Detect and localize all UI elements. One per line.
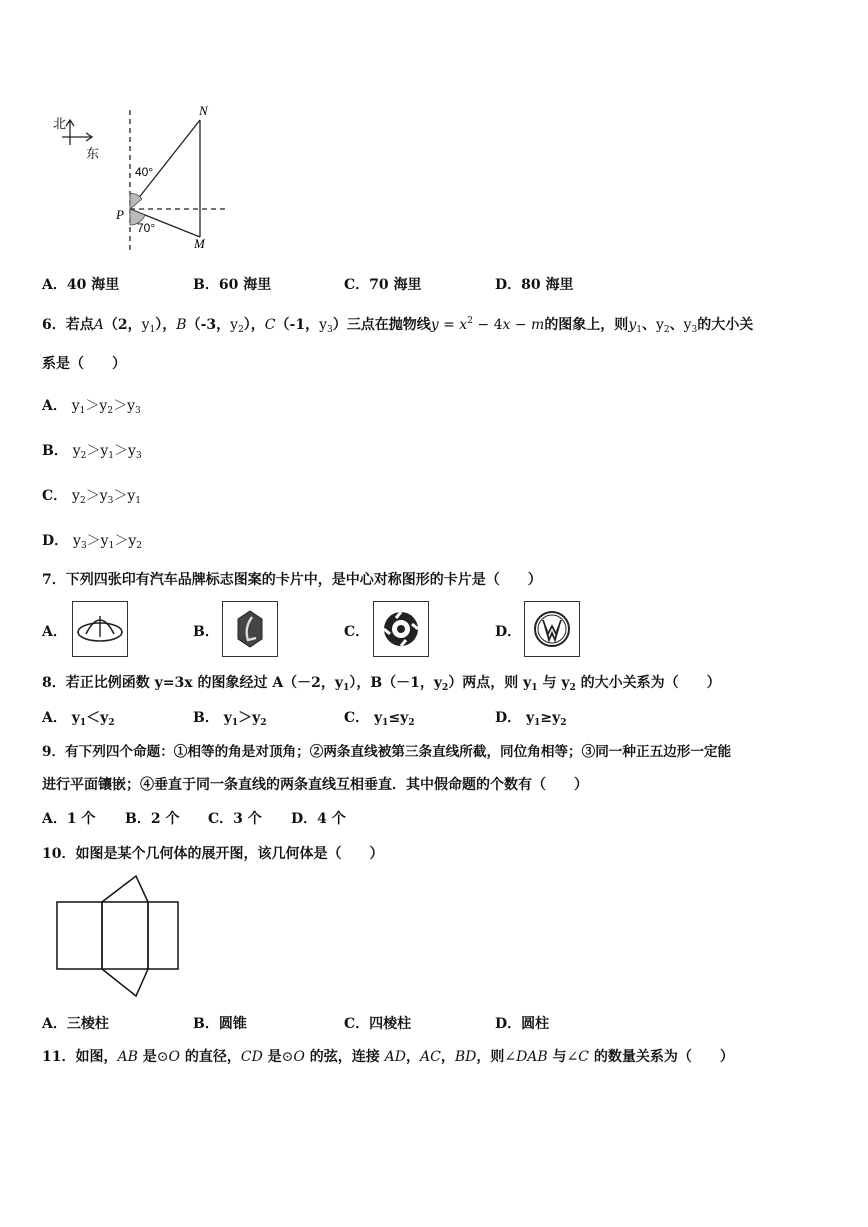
q7-option-b-label: B．: [193, 624, 219, 640]
angle-40-label: 40°: [135, 165, 154, 179]
q5-option-d: D．80 海里: [495, 277, 574, 293]
car-logo-b-icon: [223, 602, 277, 656]
q10-option-a: A．三棱柱: [42, 1016, 109, 1032]
q6-stem-line2: 系是（ ）: [42, 356, 126, 372]
q8-option-c: C． $y_1\le y_2$: [344, 710, 415, 728]
q6-option-d: D． $y_3>y_1>y_2$: [42, 533, 142, 551]
q7-card-a: [72, 601, 128, 657]
car-logo-d-icon: [525, 602, 579, 656]
q7-card-c: [373, 601, 429, 657]
q7-card-b: [222, 601, 278, 657]
east-label: 东: [86, 146, 100, 161]
q6-option-a: A． $y_1>y_2>y_3$: [42, 398, 141, 416]
q9-stem-line2: 进行平面镶嵌；④垂直于同一条直线的两条直线互相垂直．其中假命题的个数有（ ）: [42, 777, 588, 793]
north-label: 北: [53, 116, 67, 131]
net-triangle-bottom: [102, 969, 148, 996]
q8-stem: 8．若正比例函数 y=3x 的图象经过 A（－2，$y_1$），B（－1，$y_2$）两点，则 $y_1$ 与 $y_2$ 的大小关系为（ ）: [42, 675, 721, 693]
q10-option-c: C．四棱柱: [344, 1016, 412, 1032]
q6-option-b: B． $y_2>y_1>y_3$: [42, 443, 142, 461]
q9-option-d: D．4 个: [291, 811, 346, 827]
q11-stem: 11．如图，AB 是⊙O 的直径，CD 是⊙O 的弦，连接 AD，AC，BD，则∠DAB 与∠C 的数量关系为（ ）: [42, 1049, 734, 1065]
q10-option-b: B．圆锥: [193, 1016, 247, 1032]
q8-option-b: B． $y_1>y_2$: [193, 710, 267, 728]
q7-card-d: [524, 601, 580, 657]
q8-option-d: D． $y_1\ge y_2$: [495, 710, 567, 728]
q10-net-figure: [50, 870, 190, 1005]
net-triangle-top: [102, 876, 148, 902]
q7-option-c-label: C．: [344, 624, 370, 640]
q7-option-d-label: D．: [495, 624, 522, 640]
q10-stem: 10．如图是某个几何体的展开图，该几何体是（ ）: [42, 846, 384, 862]
point-M-label: M: [194, 236, 205, 251]
car-logo-c-icon: [374, 602, 428, 656]
point-N-label: N: [199, 103, 208, 118]
q7-option-a-label: A．: [42, 624, 67, 640]
q6-option-c: C． $y_2>y_3>y_1$: [42, 488, 141, 506]
q9-option-c: C．3 个: [208, 811, 262, 827]
q6-stem-line1: 6．若点A（2，$y_1$），B（-3，$y_2$），C（-1，$y_3$）三点在抛物线$y = x^2 - 4x - m$的图象上，则$y_1$、$y_2$、$y_3$的大小关: [42, 316, 754, 335]
net-face-left: [57, 902, 102, 969]
q10-option-d: D．圆柱: [495, 1016, 550, 1032]
q5-option-a: A．40 海里: [42, 277, 120, 293]
q5-option-b: B．60 海里: [193, 277, 272, 293]
q6-parabola-equation: $y = x^2 - 4x - m$: [430, 316, 545, 333]
net-face-middle: [102, 902, 148, 969]
q8-option-a: A． $y_1<y_2$: [42, 710, 115, 728]
q9-stem-line1: 9．有下列四个命题：①相等的角是对顶角；②两条直线被第三条直线所截，同位角相等；③同一种正五边形一定能: [42, 744, 732, 760]
point-P-label: P: [116, 207, 124, 222]
angle-70-label: 70°: [137, 221, 156, 235]
q5-option-c: C．70 海里: [344, 277, 422, 293]
q9-option-b: B．2 个: [125, 811, 180, 827]
q9-option-a: A．1 个: [42, 811, 96, 827]
net-face-right: [148, 902, 178, 969]
q7-stem: 7．下列四张印有汽车品牌标志图案的卡片中，是中心对称图形的卡片是（ ）: [42, 572, 542, 588]
q5-bearing-figure: [48, 100, 228, 255]
car-logo-a-icon: [73, 602, 127, 656]
